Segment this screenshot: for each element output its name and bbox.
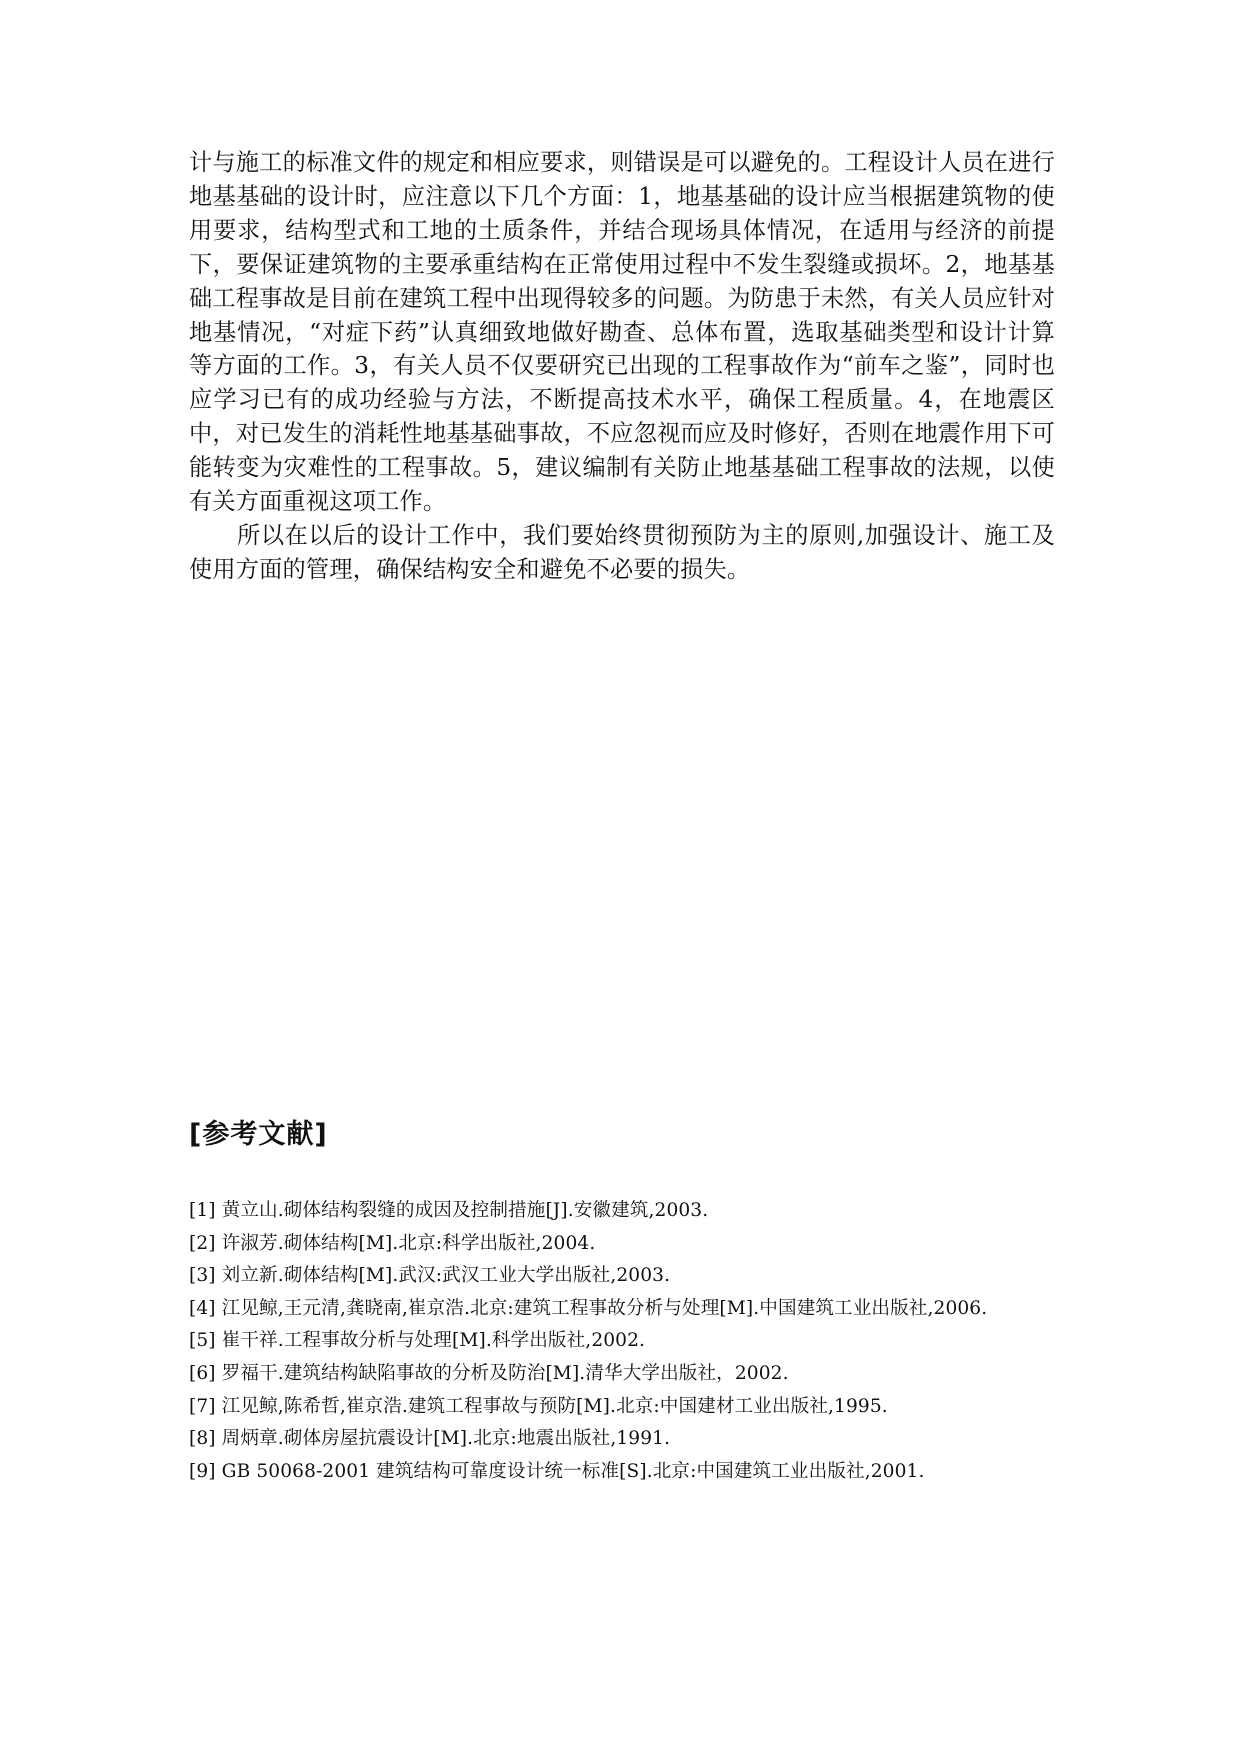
reference-item: [7] 江见鲸,陈希哲,崔京浩.建筑工程事故与预防[M].北京:中国建材工业出版社,1995. [189,1395,888,1417]
body-paragraph-2: 所以在以后的设计工作中，我们要始终贯彻预防为主的原则,加强设计、施工及使用方面的管理，确保结构安全和避免不必要的损失。 [189,521,1055,583]
body-text [189,146,1055,587]
reference-item: [9] GB 50068-2001 建筑结构可靠度设计统一标准[S].北京:中国建筑工业出版社,2001. [189,1460,925,1482]
reference-item: [4] 江见鲸,王元清,龚晓南,崔京浩.北京:建筑工程事故分析与处理[M].中国建筑工业出版社,2006. [189,1297,988,1319]
reference-item: [5] 崔干祥.工程事故分析与处理[M].科学出版社,2002. [189,1330,646,1352]
reference-item: [8] 周炳章.砌体房屋抗震设计[M].北京:地震出版社,1991. [189,1428,671,1450]
body-paragraph-1: 计与施工的标准文件的规定和相应要求，则错误是可以避免的。工程设计人员在进行地基基础的设计时，应注意以下几个方面：1，地基基础的设计应当根据建筑物的使用要求，结构型式和工地的土质条件，并结合现场具体情况，在适用与经济的前提下，要保证建筑物的主要承重结构在正常使用过程中不发生裂缝或损坏。2，地基基础工程事故是目前在建筑工程中出现得较多的问题。为防患于未然，有关人员应针对地基情况，“对症下药”认真细致地做好勘查、总体布置，选取基础类型和设计计算等方面的工作。3，有关人员不仅要研究已出现的工程事故作为“前车之鉴”，同时也应学习已有的成功经验与方法，不断提高技术水平，确保工程质量。4，在地震区中，对已发生的消耗性地基基础事故，不应忽视而应及时修好，否则在地震作用下可能转变为灾难性的工程事故。5，建议编制有关防止地基基础工程事故的法规，以使有关方面重视这项工作。 [189,149,1055,516]
references-list [189,1195,1055,1488]
reference-item: [2] 许淑芳.砌体结构[M].北京:科学出版社,2004. [189,1232,596,1254]
reference-item: [6] 罗福干.建筑结构缺陷事故的分析及防治[M].清华大学出版社，2002. [189,1362,789,1384]
reference-item: [1] 黄立山.砌体结构裂缝的成因及控制措施[J].安徽建筑,2003. [189,1200,709,1221]
references-heading: [参考文献] [189,1119,328,1150]
reference-item: [3] 刘立新.砌体结构[M].武汉:武汉工业大学出版社,2003. [189,1265,671,1287]
